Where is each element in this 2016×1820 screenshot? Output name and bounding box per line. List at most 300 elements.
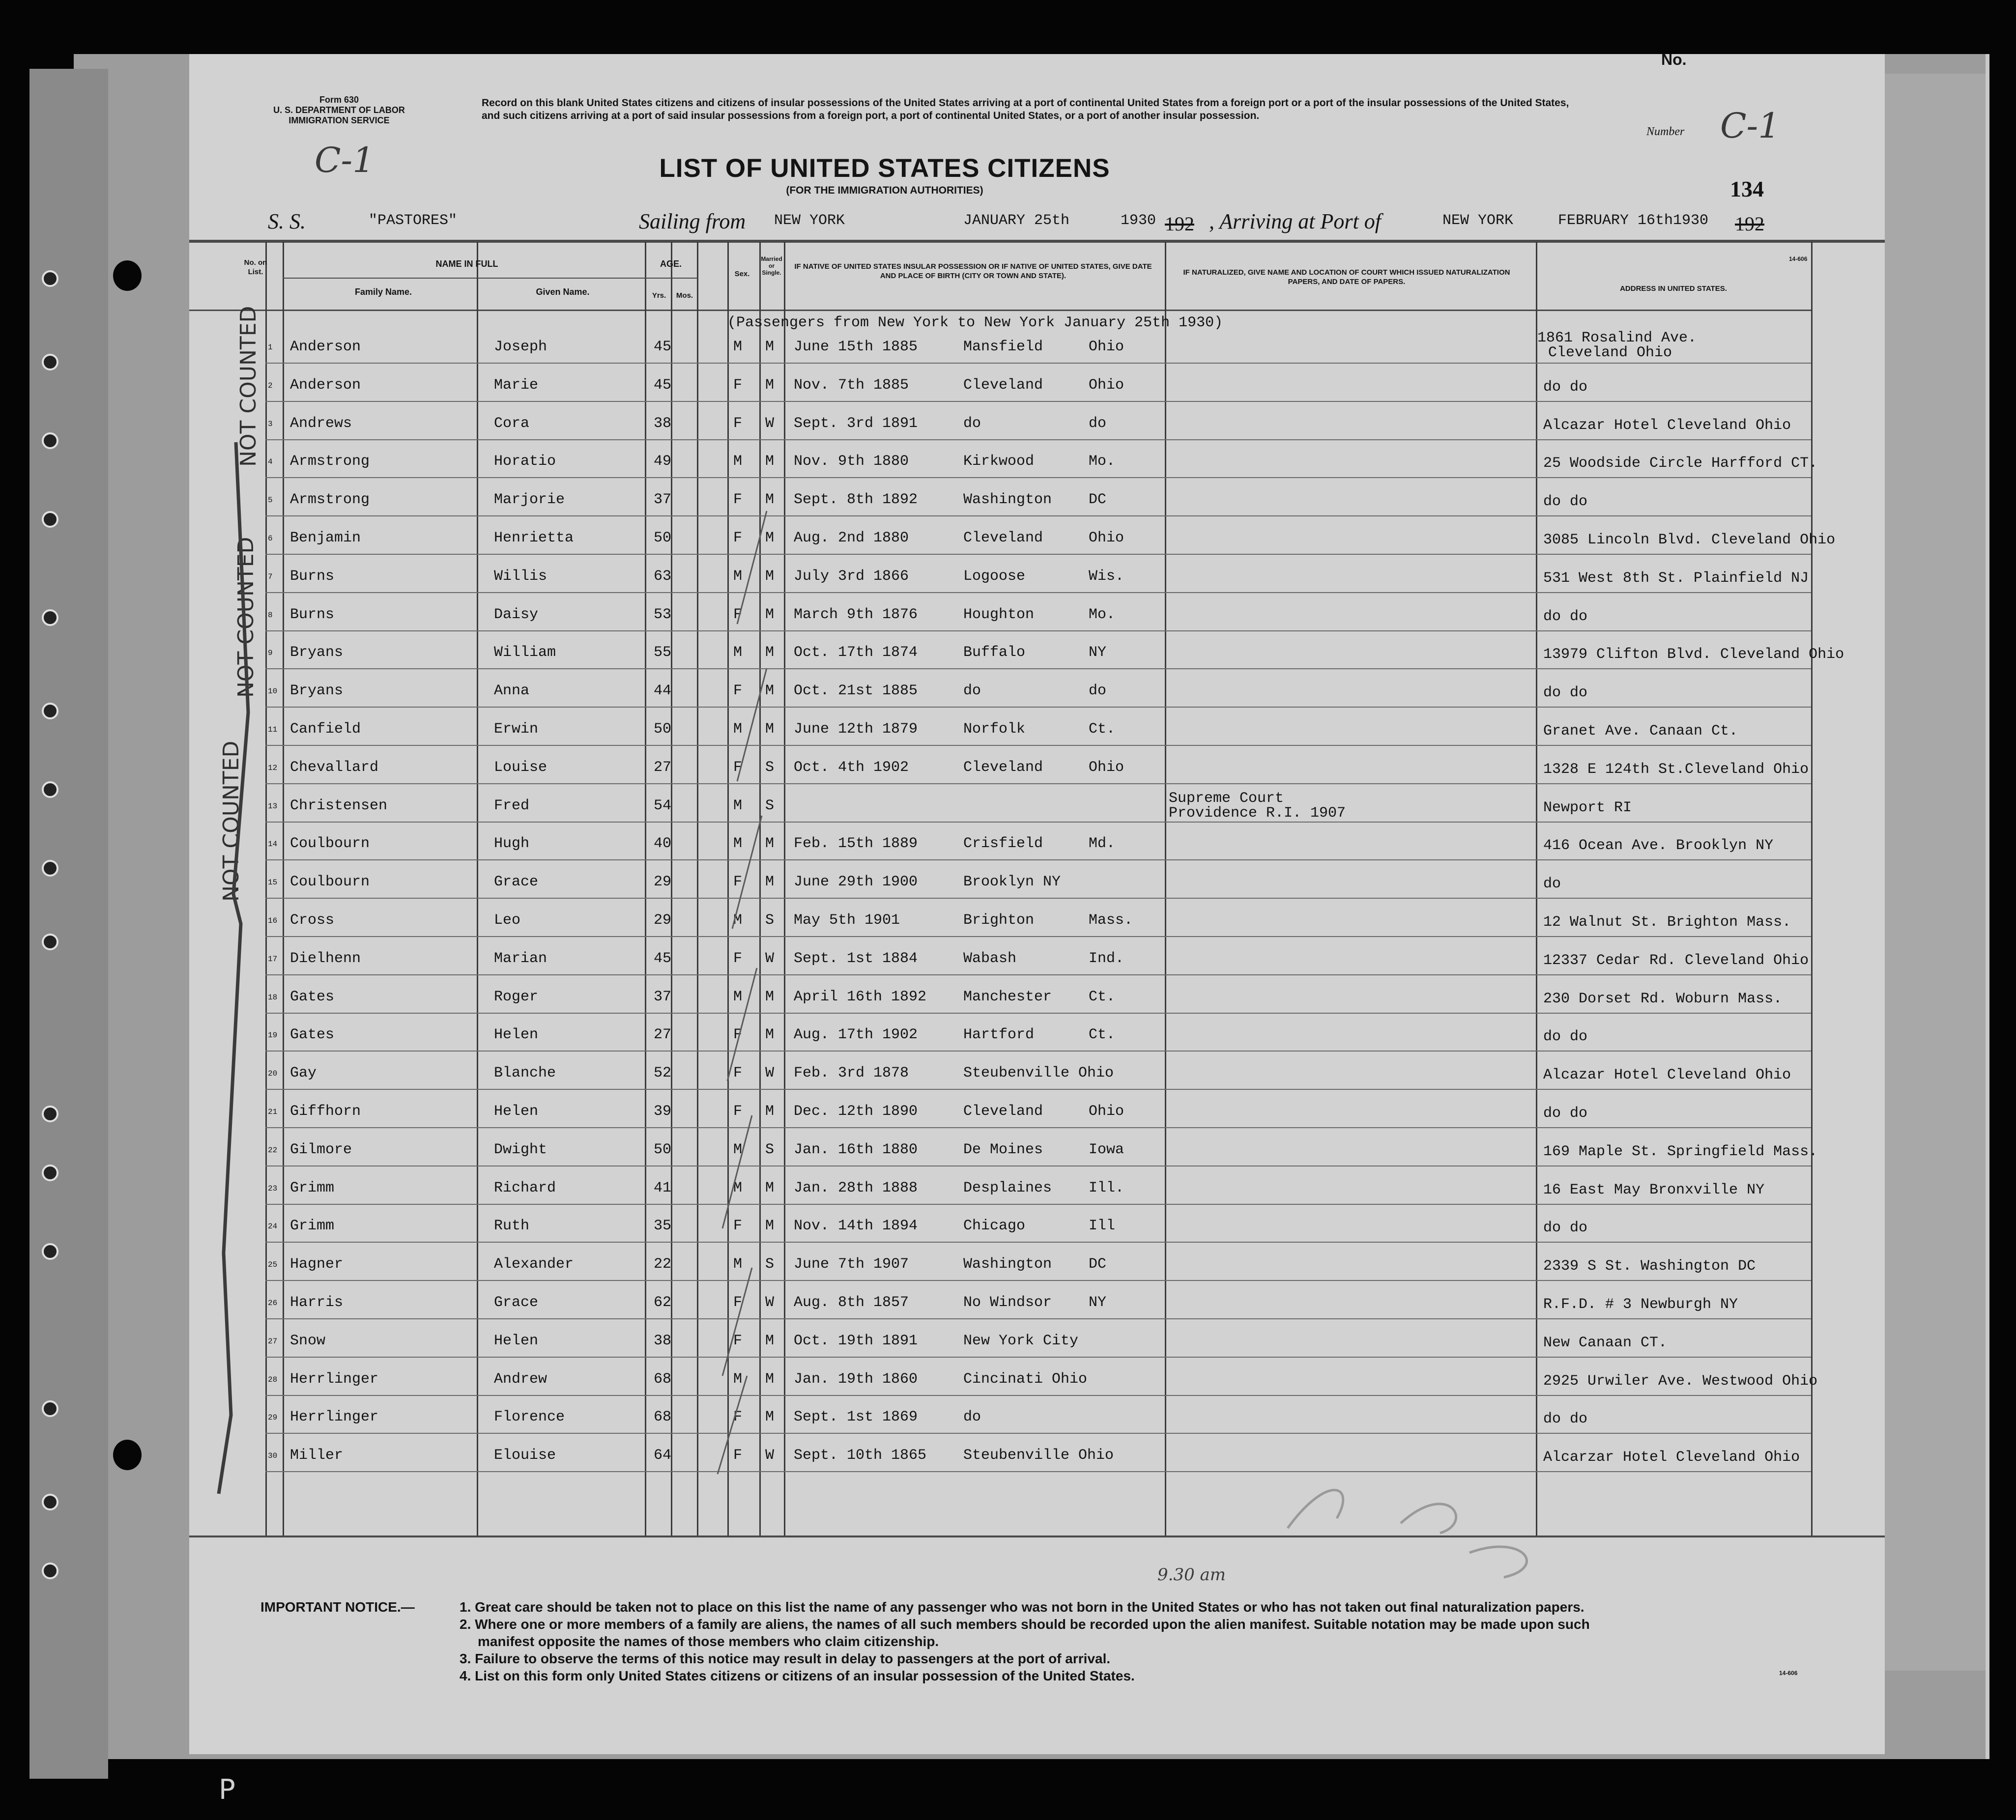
given-name: Grace	[494, 874, 539, 891]
struck-year: 192	[1165, 213, 1194, 235]
family-name: Chevallard	[290, 759, 379, 776]
row-number: 20	[268, 1069, 278, 1079]
row-number: 11	[268, 725, 278, 734]
family-name: Snow	[290, 1332, 326, 1349]
address: do do	[1543, 608, 1588, 625]
sex: F	[733, 1447, 743, 1464]
marital-status: W	[765, 950, 775, 967]
family-name: Grimm	[290, 1179, 335, 1196]
address: do	[1543, 876, 1561, 893]
birth-state: Ct.	[1089, 721, 1116, 738]
birth-date: Jan. 28th 1888	[794, 1179, 918, 1196]
given-name: Cora	[494, 415, 530, 432]
age-years: 38	[654, 415, 672, 432]
marital-status: M	[765, 491, 775, 509]
family-name: Burns	[290, 606, 335, 623]
sex: F	[733, 1065, 743, 1082]
form-code-bottom: 14-606	[1779, 1670, 1798, 1677]
birth-date: March 9th 1876	[794, 606, 918, 623]
sex: F	[733, 530, 743, 546]
birth-date: Nov. 14th 1894	[794, 1218, 918, 1235]
row-number: 15	[268, 878, 278, 887]
address-line-2: Cleveland Ohio	[1548, 344, 1672, 361]
row-number: 16	[268, 916, 278, 925]
given-name: Henrietta	[494, 530, 574, 546]
corner-mark: P	[219, 1774, 235, 1806]
age-years: 37	[654, 491, 672, 509]
family-name: Gates	[290, 988, 335, 1005]
birth-date: Nov. 7th 1885	[794, 376, 909, 394]
given-name: Hugh	[494, 835, 530, 853]
age-years: 68	[654, 1409, 672, 1426]
sex: F	[733, 682, 743, 700]
birth-place: Cleveland	[963, 376, 1043, 394]
birth-state: Md.	[1089, 835, 1116, 853]
row-number: 9	[268, 649, 273, 658]
birth-state: Mo.	[1089, 606, 1116, 623]
age-years: 29	[654, 912, 672, 929]
given-name: Daisy	[494, 606, 539, 623]
age-years: 63	[654, 568, 672, 585]
address: do do	[1543, 1220, 1588, 1237]
row-number: 5	[268, 496, 273, 505]
form-code: 14-606	[1789, 256, 1808, 262]
birth-place: Cincinati Ohio	[963, 1370, 1088, 1388]
birth-state: Ill.	[1089, 1179, 1124, 1196]
family-name: Armstrong	[290, 491, 370, 509]
form-number: Form 630	[319, 95, 359, 105]
birth-place: No Windsor	[963, 1294, 1052, 1311]
row-number: 19	[268, 1031, 278, 1040]
birth-place: do	[963, 1409, 981, 1426]
address: 12 Walnut St. Brighton Mass.	[1543, 914, 1791, 931]
sex: F	[733, 606, 743, 623]
family-name: Gilmore	[290, 1141, 352, 1158]
age-years: 50	[654, 721, 672, 738]
birth-state: do	[1089, 682, 1107, 700]
page-number: 134	[1730, 176, 1764, 201]
age-years: 41	[654, 1179, 672, 1196]
given-name: Blanche	[494, 1065, 556, 1082]
address: 16 East May Bronxville NY	[1543, 1181, 1765, 1198]
family-name: Dielhenn	[290, 950, 361, 967]
sex: M	[733, 339, 743, 355]
sail-date: JANUARY 25th	[963, 212, 1070, 229]
sex: F	[733, 1026, 743, 1044]
court-name: Supreme Court	[1169, 790, 1284, 807]
margin-mark: C-1	[315, 140, 374, 180]
birth-place: Hartford	[963, 1026, 1035, 1044]
birth-date: Jan. 16th 1880	[794, 1141, 918, 1158]
sex: M	[733, 453, 743, 470]
family-name: Canfield	[290, 721, 361, 738]
address: do do	[1543, 1028, 1588, 1046]
marital-status: M	[765, 530, 775, 546]
row-number: 30	[268, 1451, 278, 1461]
family-name: Grimm	[290, 1218, 335, 1235]
service: IMMIGRATION SERVICE	[288, 115, 390, 125]
age-years: 54	[654, 797, 672, 814]
birth-date: Aug. 2nd 1880	[794, 530, 909, 546]
sailing-label: Sailing from	[639, 209, 746, 233]
birth-state: NY	[1089, 1294, 1107, 1311]
sex: F	[733, 1332, 743, 1349]
sex: F	[733, 874, 743, 891]
family-name: Bryans	[290, 644, 344, 661]
notice-item-2-cont: manifest opposite the names of those members who claim citizenship.	[478, 1634, 939, 1649]
birth-state: do	[1089, 415, 1107, 432]
birth-date: Feb. 15th 1889	[794, 835, 918, 853]
family-name: Andrews	[290, 415, 352, 432]
given-name: Alexander	[494, 1256, 574, 1273]
family-name: Anderson	[290, 376, 361, 394]
age-years: 27	[654, 759, 672, 776]
department: U. S. DEPARTMENT OF LABOR	[273, 105, 405, 115]
family-name: Armstrong	[290, 453, 370, 470]
col-age: AGE.	[660, 259, 682, 269]
col-mos: Mos.	[676, 291, 693, 300]
row-number: 22	[268, 1145, 278, 1155]
birth-state: Ohio	[1089, 1103, 1124, 1120]
age-years: 37	[654, 988, 672, 1005]
age-years: 50	[654, 1141, 672, 1158]
given-name: Leo	[494, 912, 521, 929]
row-number: 3	[268, 419, 273, 428]
given-name: Richard	[494, 1179, 556, 1196]
birth-place: Kirkwood	[963, 453, 1035, 470]
given-name: Marian	[494, 950, 547, 967]
age-years: 45	[654, 950, 672, 967]
row-number: 28	[268, 1375, 278, 1384]
sex: F	[733, 1409, 743, 1426]
col-family: Family Name.	[354, 287, 412, 297]
passenger-banner: (Passengers from New York to New York January 25th 1930)	[727, 314, 1223, 331]
birth-date: Oct. 17th 1874	[794, 644, 918, 661]
birth-place: Steubenville Ohio	[963, 1447, 1114, 1464]
address: do do	[1543, 1105, 1588, 1122]
sex: M	[733, 1141, 743, 1158]
sex: M	[733, 644, 743, 661]
family-name: Benjamin	[290, 530, 361, 546]
row-number: 6	[268, 534, 273, 543]
sex: M	[733, 721, 743, 738]
address: R.F.D. # 3 Newburgh NY	[1543, 1296, 1738, 1313]
address: 531 West 8th St. Plainfield NJ	[1543, 569, 1809, 587]
given-name: Willis	[494, 568, 547, 585]
birth-state: Ct.	[1089, 1026, 1116, 1044]
birth-place: Houghton	[963, 606, 1035, 623]
row-number: 14	[268, 840, 278, 849]
family-name: Herrlinger	[290, 1370, 379, 1388]
sex: M	[733, 797, 743, 814]
birth-place: Cleveland	[963, 759, 1043, 776]
birth-date: Sept. 10th 1865	[794, 1447, 927, 1464]
row-number: 13	[268, 801, 278, 811]
birth-date: July 3rd 1866	[794, 568, 909, 585]
row-number: 23	[268, 1184, 278, 1193]
family-name: Hagner	[290, 1256, 344, 1273]
family-name: Coulbourn	[290, 874, 370, 891]
row-number: 29	[268, 1413, 278, 1422]
age-years: 50	[654, 530, 672, 546]
given-name: Joseph	[494, 339, 547, 355]
address: 169 Maple St. Springfield Mass.	[1543, 1143, 1818, 1160]
age-years: 45	[654, 376, 672, 394]
given-name: Marjorie	[494, 491, 565, 509]
sex: F	[733, 415, 743, 432]
marital-status: W	[765, 415, 775, 432]
sex: F	[733, 491, 743, 509]
marital-status: S	[765, 759, 775, 776]
age-years: 35	[654, 1218, 672, 1235]
birth-date: April 16th 1892	[794, 988, 927, 1005]
address: 1861 Rosalind Ave.	[1537, 330, 1697, 346]
notice-item-2: 2. Where one or more members of a family are aliens, the names of all such members should be recorded upon the alien manifest. Suitable notation may be made upon such	[460, 1617, 1590, 1632]
birth-place: do	[963, 682, 981, 700]
family-name: Giffhorn	[290, 1103, 361, 1120]
birth-place: Crisfield	[963, 835, 1043, 853]
arrive-date: FEBRUARY 16th1930	[1558, 212, 1709, 229]
row-number: 25	[268, 1260, 278, 1270]
given-name: Helen	[494, 1332, 539, 1349]
birth-place: Cleveland	[963, 530, 1043, 546]
marital-status: M	[765, 1026, 775, 1044]
marital-status: S	[765, 797, 775, 814]
family-name: Harris	[290, 1294, 344, 1311]
address: 25 Woodside Circle Harfford CT.	[1543, 455, 1818, 472]
address: do do	[1543, 1411, 1588, 1428]
col-given: Given Name.	[536, 287, 590, 297]
marital-status: M	[765, 835, 775, 853]
handwritten-time: 9.30 am	[1157, 1565, 1226, 1585]
family-name: Anderson	[290, 339, 361, 355]
birth-date: Jan. 19th 1860	[794, 1370, 918, 1388]
ss-label: S. S.	[268, 209, 306, 233]
court-location: Providence R.I. 1907	[1169, 804, 1346, 822]
row-number: 21	[268, 1108, 278, 1116]
age-years: 40	[654, 835, 672, 853]
marital-status: M	[765, 1218, 775, 1235]
given-name: Helen	[494, 1026, 539, 1044]
given-name: Anna	[494, 682, 530, 700]
address: do do	[1543, 493, 1588, 511]
address: do do	[1543, 378, 1588, 396]
col-yrs: Yrs.	[652, 291, 666, 300]
birth-date: Sept. 1st 1869	[794, 1409, 918, 1426]
marital-status: W	[765, 1065, 775, 1082]
birth-state: Wis.	[1089, 568, 1124, 585]
notice-heading: IMPORTANT NOTICE.—	[260, 1599, 415, 1615]
birth-place: Chicago	[963, 1218, 1026, 1235]
birth-state: DC	[1089, 1256, 1107, 1273]
address: 13979 Clifton Blvd. Cleveland Ohio	[1543, 646, 1844, 663]
birth-place: Wabash	[963, 950, 1017, 967]
sex: M	[733, 568, 743, 585]
birth-state: Ind.	[1089, 950, 1124, 967]
birth-place: Logoose	[963, 568, 1026, 585]
col-naturalized: IF NATURALIZED, GIVE NAME AND LOCATION OF COURT WHICH ISSUED NATURALIZATION PAPERS, AND DATE OF PAPERS.	[1183, 268, 1510, 286]
notice-item-3: 3. Failure to observe the terms of this notice may result in delay to passengers at the port of arrival.	[460, 1651, 1111, 1666]
birth-place: Manchester	[963, 988, 1052, 1005]
given-name: Helen	[494, 1103, 539, 1120]
given-name: Louise	[494, 759, 547, 776]
birth-place: do	[963, 415, 981, 432]
margin-note: NOT COUNTED	[219, 740, 244, 902]
ship-name: "PASTORES"	[369, 212, 458, 229]
col-sex: Sex.	[734, 270, 750, 278]
struck-year-2: 192	[1735, 213, 1764, 235]
birth-place: Cleveland	[963, 1103, 1043, 1120]
marital-status: M	[765, 1409, 775, 1426]
marital-status: M	[765, 606, 775, 623]
marital-status: M	[765, 988, 775, 1005]
birth-date: June 7th 1907	[794, 1256, 909, 1273]
marital-status: M	[765, 1179, 775, 1196]
no-label: No.	[1661, 51, 1687, 68]
address: 230 Dorset Rd. Woburn Mass.	[1543, 990, 1783, 1007]
age-years: 45	[654, 339, 672, 355]
birth-place: Steubenville Ohio	[963, 1065, 1114, 1082]
marital-status: M	[765, 568, 775, 585]
address: 2339 S St. Washington DC	[1543, 1258, 1756, 1275]
marital-status: M	[765, 644, 775, 661]
row-number: 10	[268, 687, 278, 696]
birth-place: New York City	[963, 1332, 1079, 1349]
marital-status: M	[765, 721, 775, 738]
row-number: 18	[268, 993, 278, 1002]
col-name-in-full: NAME IN FULL	[435, 259, 498, 269]
address: New Canaan CT.	[1543, 1334, 1668, 1351]
family-name: Christensen	[290, 797, 388, 814]
age-years: 64	[654, 1447, 672, 1464]
to-port: NEW YORK	[1442, 212, 1514, 229]
address: Newport RI	[1543, 799, 1632, 816]
age-years: 52	[654, 1065, 672, 1082]
birth-state: Ohio	[1089, 376, 1124, 394]
sex: M	[733, 835, 743, 853]
given-name: Horatio	[494, 453, 556, 470]
sex: F	[733, 376, 743, 394]
sex: M	[733, 1370, 743, 1388]
birth-place: Norfolk	[963, 721, 1026, 738]
address: 2925 Urwiler Ave. Westwood Ohio	[1543, 1372, 1818, 1390]
marital-status: W	[765, 1447, 775, 1464]
birth-place: Mansfield	[963, 339, 1043, 355]
birth-place: Buffalo	[963, 644, 1026, 661]
birth-date: May 5th 1901	[794, 912, 900, 929]
given-name: Marie	[494, 376, 539, 394]
birth-date: Sept. 1st 1884	[794, 950, 918, 967]
age-years: 49	[654, 453, 672, 470]
family-name: Burns	[290, 568, 335, 585]
address: 3085 Lincoln Blvd. Cleveland Ohio	[1543, 532, 1836, 548]
birth-date: June 12th 1879	[794, 721, 918, 738]
birth-date: Nov. 9th 1880	[794, 453, 909, 470]
marital-status: M	[765, 682, 775, 700]
given-name: Fred	[494, 797, 530, 814]
col-address: ADDRESS IN UNITED STATES.	[1620, 284, 1727, 293]
family-name: Miller	[290, 1447, 344, 1464]
number-value: C-1	[1720, 106, 1780, 146]
birth-state: Mo.	[1089, 453, 1116, 470]
sex: F	[733, 759, 743, 776]
sex: F	[733, 950, 743, 967]
margin-note: NOT COUNTED	[233, 537, 259, 698]
given-name: Elouise	[494, 1447, 556, 1464]
address: 12337 Cedar Rd. Cleveland Ohio	[1543, 952, 1809, 969]
instruction-text: Record on this blank United States citizens and citizens of insular possessions of the United States arriving at a port of continental United States from a foreign port or a port of the insular possessions of the United States, and such citizens arriving at a port of said insular possessions from a foreign port, a port of continental United States, or a port of another insular possession.	[482, 97, 1569, 121]
row-number: 8	[268, 610, 273, 620]
age-years: 44	[654, 682, 672, 700]
marital-status: W	[765, 1294, 775, 1311]
age-years: 38	[654, 1332, 672, 1349]
birth-state: Ohio	[1089, 339, 1124, 355]
from-port: NEW YORK	[774, 212, 845, 229]
row-number: 7	[268, 572, 273, 581]
col-birth: IF NATIVE OF UNITED STATES INSULAR POSSESSION OR IF NATIVE OF UNITED STATES, GIVE DATE AND PLACE OF BIRTH (CITY OR TOWN AND STATE).	[794, 262, 1152, 280]
row-number: 17	[268, 954, 278, 964]
marital-status: M	[765, 453, 775, 470]
birth-date: Sept. 3rd 1891	[794, 415, 918, 432]
birth-state: Iowa	[1089, 1141, 1124, 1158]
birth-date: Aug. 8th 1857	[794, 1294, 909, 1311]
birth-state: Ohio	[1089, 530, 1124, 546]
birth-state: Ill	[1089, 1218, 1116, 1235]
given-name: Grace	[494, 1294, 539, 1311]
marital-status: S	[765, 1256, 775, 1273]
sex: M	[733, 1256, 743, 1273]
age-years: 62	[654, 1294, 672, 1311]
row-number: 4	[268, 457, 273, 467]
marital-status: M	[765, 1103, 775, 1120]
birth-date: Feb. 3rd 1878	[794, 1065, 909, 1082]
marital-status: S	[765, 1141, 775, 1158]
age-years: 53	[654, 606, 672, 623]
address: Alcarzar Hotel Cleveland Ohio	[1543, 1449, 1800, 1466]
sail-year: 1930	[1121, 212, 1156, 229]
row-number: 24	[268, 1222, 278, 1231]
age-years: 22	[654, 1256, 672, 1273]
birth-date: Oct. 19th 1891	[794, 1332, 918, 1349]
col-no: No. on List.	[244, 258, 267, 276]
age-years: 39	[654, 1103, 672, 1120]
birth-date: June 29th 1900	[794, 874, 918, 891]
address: Granet Ave. Canaan Ct.	[1543, 723, 1738, 739]
arriving-label: , Arriving at Port of	[1209, 209, 1381, 233]
marital-status: M	[765, 1332, 775, 1349]
address: 1328 E 124th St.Cleveland Ohio	[1543, 761, 1809, 778]
sex: M	[733, 1179, 743, 1196]
birth-state: NY	[1089, 644, 1107, 661]
address: do do	[1543, 684, 1588, 702]
margin-note: NOT COUNTED	[236, 306, 261, 467]
family-name: Gay	[290, 1065, 317, 1082]
family-name: Bryans	[290, 682, 344, 700]
sex: F	[733, 1103, 743, 1120]
birth-date: June 15th 1885	[794, 339, 918, 355]
address: 416 Ocean Ave. Brooklyn NY	[1543, 837, 1774, 854]
birth-state: DC	[1089, 491, 1107, 509]
page-subtitle: (FOR THE IMMIGRATION AUTHORITIES)	[786, 185, 983, 196]
birth-date: Oct. 4th 1902	[794, 759, 909, 776]
address: Alcazar Hotel Cleveland Ohio	[1543, 417, 1791, 434]
sex: F	[733, 1218, 743, 1235]
row-number: 2	[268, 381, 273, 390]
age-years: 27	[654, 1026, 672, 1044]
birth-state: Ct.	[1089, 988, 1116, 1005]
col-married: Married or Single.	[761, 256, 782, 276]
family-name: Gates	[290, 1026, 335, 1044]
